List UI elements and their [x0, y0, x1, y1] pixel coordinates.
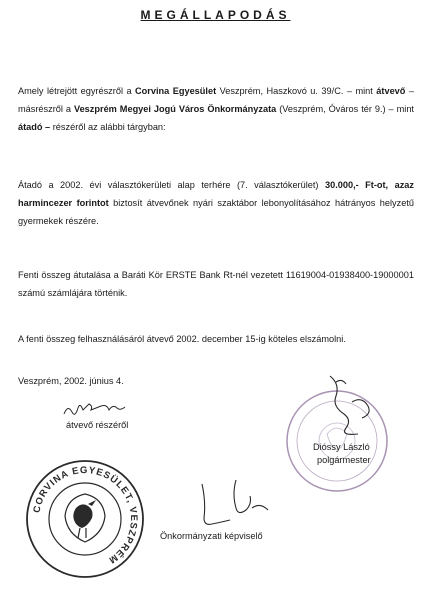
corvina-stamp — [24, 458, 146, 580]
recipient-signature — [62, 402, 132, 420]
representative-label: Önkormányzati képviselő — [160, 531, 263, 541]
place-date: Veszprém, 2002. június 4. — [18, 376, 124, 386]
representative-signature — [192, 476, 276, 534]
mayor-title: polgármester — [317, 455, 371, 465]
grant-amount: 30.000,- Ft-ot, azaz harmincezer forintot — [18, 180, 414, 208]
intro-paragraph: Amely létrejött egyrészről a Corvina Egyesület Veszprém, Haszkovó u. 39/C. – mint átvevő – másrészről a Veszprém Megyei Jogú Város Önkormányzata (Veszprém, Óváros tér 9.) – mint átadó – részéről az alábbi tárgyban: — [18, 86, 415, 132]
settlement-paragraph: A fenti összeg felhasználásáról átvevő 2002. december 15-ig köteles elszámolni. — [18, 334, 346, 344]
stamp-text: CORVINA EGYESÜLET, VESZPRÉM — [31, 464, 140, 566]
mayor-signature — [300, 372, 400, 442]
transfer-paragraph: Fenti összeg átutalása a Baráti Kör ERSTE Bank Rt-nél vezetett 11619004-01938400-19000001 számú számlájára történik. — [18, 270, 414, 298]
party-name-municipality: Veszprém Megyei Jogú Város Önkormányzata — [73, 104, 277, 114]
raven-emblem-icon — [65, 494, 105, 542]
recipient-label: átvevő részéről — [66, 420, 129, 430]
grant-paragraph: Átadó a 2002. évi választókerületi alap terhére (7. választókerület) 30.000,- Ft-ot, azaz harmincezer forintot biztosít átvevőnek nyári szaktábor lebonyolításához hátrányos helyzetű gyermekek részére. — [18, 180, 415, 226]
document-title: MEGÁLLAPODÁS — [140, 8, 291, 22]
mayor-name: Dióssy László — [313, 442, 370, 452]
party-name-corvina: Corvina Egyesület — [135, 86, 217, 96]
